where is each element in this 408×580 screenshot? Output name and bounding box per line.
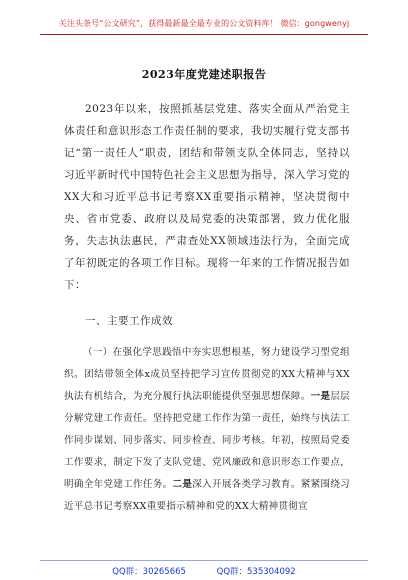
footer-qq-group-2: QQ群：535304092 [216,567,296,577]
section1-text-part1: （一）在强化学思践悟中夯实思想根基，努力建设学习型党组织。团结带领全体x成员坚持把学习宣传贯彻党的XX大精神与XX执法有机结合，为充分履行执法职能提供坚强思想保障。 [64,347,350,402]
document-body [64,98,350,518]
section1-text-part2: 层层分解党建工作责任。坚持把党建工作作为第一责任，始终与执法工作同步谋划、同步落实、同步检查、同步考核。年初，按照局党委工作要求，制定下发了支队党建、党风廉政和意识形态工作要点，明确全年党建工作任务。 [64,391,350,490]
section1-paragraph [64,342,350,518]
section-heading: 一、主要工作成效 [85,315,173,327]
footer [0,565,408,577]
footer-divider [40,560,368,561]
section1-bold-marker-1: 一是 [310,391,331,402]
header-banner: 关注头条号“公文研究”，获得最新最全最专业的公文资料库！ 微信：gongwenyj [58,19,350,28]
document-title: 2023年度党建述职报告 [141,68,267,81]
footer-qq-group-1: QQ群：30265665 [112,567,186,577]
section1-bold-marker-2: 二是 [172,479,193,490]
intro-paragraph: 2023年以来，按照抓基层党建、落实全面从严治党主体责任和意识形态工作责任制的要求，我切实履行党支部书记“第一责任人”职责，团结和带领支队全体同志，坚持以习近平新时代中国特色社会主义思想为指导，深入学习党的XX大和习近平总书记考察XX重要指示精神，坚决贯彻中央、省市党委、政府以及局党委的决策部署，致力优化服务，失志执法惠民，严肃查处XX领域违法行为，全面完成了年初既定的各项工作目标。现将一年来的工作情况报告如下： [64,103,350,291]
header-divider [40,34,368,35]
section1-text-part3: 深入开展各类学习教育。紧紧围绕习近平总书记考察XX重要指示精神和党的XX大精神贯彻宣 [64,479,350,512]
